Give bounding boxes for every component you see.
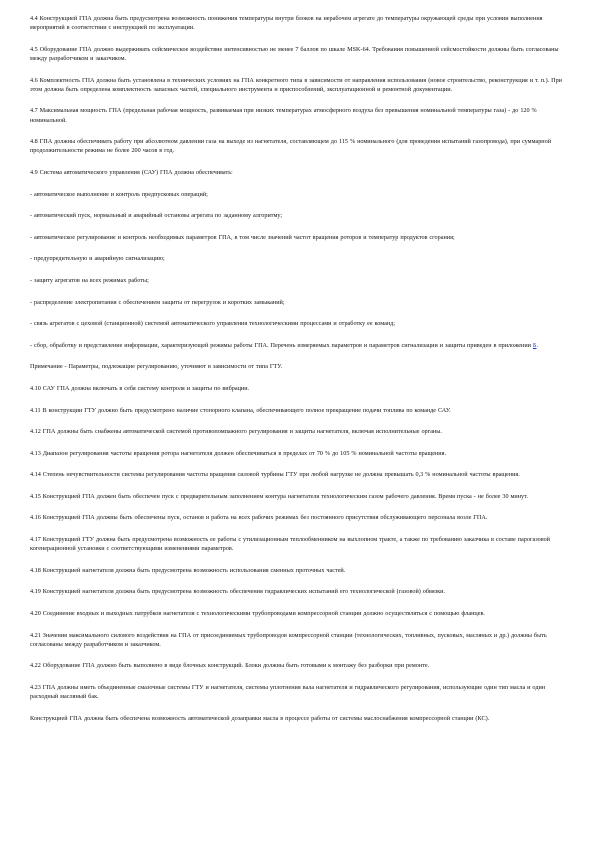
list-item: - автоматическое регулирование и контроль необходимых параметров ГПА, в том числе значений частот вращения роторов и температур продуктов сгорания; <box>30 233 455 241</box>
paragraph-4-23: 4.23 ГПА должны иметь объединенные смазочные системы ГТУ и нагнетателя, системы уплотнения вала нагнетателя и гидравлического регулирования, использующие один тип масла и один расходный масляный бак. <box>30 684 546 701</box>
appendix-link[interactable]: Б <box>532 341 537 349</box>
list-item: - предупредительную и аварийную сигнализацию; <box>30 255 165 263</box>
paragraph-4-12: 4.12 ГПА должны быть снабжены автоматической системой противопомпажного регулирования и защиты нагнетателя, включая исполнительные органы. <box>30 428 442 436</box>
paragraph-4-10: 4.10 САУ ГПА должна включать в себя систему контроля и защиты по вибрации. <box>30 384 250 392</box>
paragraph-4-20: 4.20 Соединение входных и выходных патрубков нагнетателя с технологическими трубопроводами компрессорной станции должно осуществляться с помощью фланцев. <box>30 610 485 618</box>
paragraph-4-6: 4.6 Комплектность ГПА должна быть установлена в технических условиях на ГПА конкретного типа в зависимости от направления использования (новое строительство, реконструкция и т. п.). При этом должна быть определена комплектность запасных частей, специального инструмента и приспособлений, эксплуатационной и ремонтной документации. <box>30 76 562 93</box>
paragraph-4-21: 4.21 Значения максимального силового воздействия на ГПА от присоединяемых трубопроводов компрессорной станции (технологических, топливных, пусковых, масляных и др.) должны быть согласованы между разработчиком и заказчиком. <box>30 631 547 648</box>
list-item: - автоматическое выполнение и контроль предпусковых операций; <box>30 190 208 198</box>
note-paragraph: Примечание - Параметры, подлежащие регулированию, уточняют в зависимости от типа ГТУ. <box>30 363 283 371</box>
paragraph-4-11: 4.11 В конструкции ГТУ должно быть предусмотрено наличие стопорного клапана, обеспечивающего полное прекращение подачи топлива по команде САУ. <box>30 406 451 414</box>
list-item-tail: . <box>536 341 538 349</box>
list-item: - защиту агрегатов на всех режимах работы; <box>30 276 149 284</box>
list-item-text: - сбор, обработку и представление информации, характеризующей режимы работы ГПА. Перечень измеряемых параметров и параметров сигнализации и защиты приведен в приложении <box>30 341 533 349</box>
paragraph-4-18: 4.18 Конструкцией нагнетателя должна быть предусмотрена возможность использования сменных проточных частей. <box>30 566 346 574</box>
paragraph-final: Конструкцией ГПА должна быть обеспечена возможность автоматической дозаправки масла в процессе работы от системы маслоснабжения компрессорной станции (КС). <box>30 714 490 722</box>
list-item: - связь агрегатов с цеховой (станционной) системой автоматического управления технологическими процессами и отработку ее команд; <box>30 320 396 328</box>
list-item: - распределение электропитания с обеспечением защиты от перегрузок и коротких замыканий; <box>30 298 285 306</box>
paragraph-4-7: 4.7 Максимальная мощность ГПА (предельная рабочая мощность, развиваемая при низких температурах атмосферного воздуха без превышения номинальной температуры газа) - до 120 % номинальной. <box>30 107 537 124</box>
paragraph-4-19: 4.19 Конструкцией нагнетателя должна быть предусмотрена возможность обеспечения гидравлических испытаний его технологической (газовой) обвязки. <box>30 588 446 596</box>
paragraph-4-8: 4.8 ГПА должны обеспечивать работу при абсолютном давлении газа на выходе из нагнетателя, составляющем до 115 % номинального (для проведения испытаний газопровода), при суммарной продолжительности режима не более 200 часов в год. <box>30 138 552 155</box>
paragraph-4-4: 4.4 Конструкцией ГПА должна быть предусмотрена возможность понижения температуры внутри блоков на нерабочем агрегате до температуры окружающей среды при условии выполнения мероприятий в соответствии с инструкцией по эксплуатации. <box>30 15 543 32</box>
list-item: - автоматический пуск, нормальный и аварийный остановы агрегата по заданному алгоритму; <box>30 212 283 220</box>
paragraph-4-15: 4.15 Конструкцией ГПА должен быть обеспечен пуск с предварительным заполнением контура нагнетателя технологическим газом рабочего давления. Время пуска - не более 30 минут. <box>30 492 528 500</box>
paragraph-4-22: 4.22 Оборудование ГПА должно быть выполнено в виде блочных конструкций. Блоки должны быть готовыми к монтажу без разборки при ремонте. <box>30 662 430 670</box>
paragraph-4-9: 4.9 Система автоматического управления (САУ) ГПА должна обеспечивать: <box>30 168 233 176</box>
list-item <box>30 341 573 350</box>
paragraph-4-16: 4.16 Конструкцией ГПА должны быть обеспечены пуск, останов и работа на всех рабочих режимах без постоянного присутствия обслуживающего персонала возле ГПА. <box>30 514 488 522</box>
paragraph-4-14: 4.14 Степень нечувствительности системы регулирования частоты вращения силовой турбины ГТУ при любой нагрузке не должна превышать 0,3 % номинальной частоты вращения. <box>30 471 520 479</box>
paragraph-4-5: 4.5 Оборудование ГПА должно выдерживать сейсмическое воздействие интенсивностью не менее 7 баллов по шкале MSK-64. Требования повышенной сейсмостойкости должны быть согласованы между разработчиком и заказчиком. <box>30 45 559 62</box>
paragraph-4-17: 4.17 Конструкцией ГТУ должна быть предусмотрена возможность ее работы с утилизационным теплообменником на выхлопном тракте, а также по требованию заказчика в составе парогазовой когенерационной установки с соответствующими изменениями параметров. <box>30 536 550 553</box>
paragraph-4-13: 4.13 Диапазон регулирования частоты вращения ротора нагнетателя должен обеспечиваться в пределах от 70 % до 105 % номинальной частоты вращения. <box>30 449 446 457</box>
